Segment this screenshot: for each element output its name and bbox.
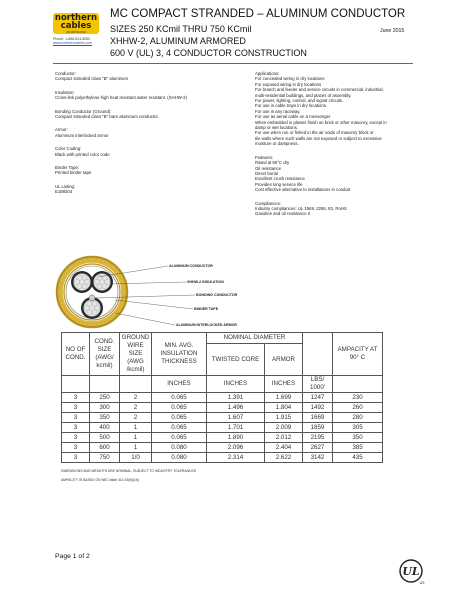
features-item: Oil resistance	[255, 165, 282, 171]
label-binder-tape: BINDER TAPE	[194, 307, 219, 311]
table-cell: 3	[62, 393, 90, 403]
compliances-item: Gasoline and oil resistance II	[255, 211, 311, 217]
table-cell: 3	[62, 423, 90, 433]
header-weight-blank	[303, 333, 333, 376]
note-dimensions: DIMENSIONS AND WEIGHTS ARE NOMINAL; SUBJECT TO INDUSTRY TOLERANCES	[61, 469, 197, 473]
subtitle-sizes: SIZES 250 KCmil THRU 750 KCmil	[110, 24, 252, 34]
insulation-value: Cross-link polyethylene high heat resistant water resistant. (XHHW-2)	[55, 95, 187, 101]
table-cell: 1.890	[207, 433, 265, 443]
table-body	[62, 393, 383, 463]
phone: Phone: 1-866-524-5050	[53, 37, 90, 41]
subtitle-armor: XHHW-2, ALUMINUM ARMORED	[110, 36, 246, 46]
table-cell: 600	[90, 443, 120, 453]
color-coding-label: Color Coding:	[55, 146, 82, 152]
binder-tape-value: Printed binder tape	[55, 170, 92, 176]
table-cell: 1.804	[265, 403, 303, 413]
logo-line1: northern	[54, 13, 98, 23]
table-cell: 2.009	[265, 423, 303, 433]
table-row	[62, 423, 383, 433]
table-cell: 2195	[303, 433, 333, 443]
page-number: Page 1 of 2	[55, 553, 90, 560]
applications-item: For power, lighting, control, and signal circuits.	[255, 98, 344, 104]
features-label: Features:	[255, 154, 274, 160]
table-cell: 0.065	[152, 413, 207, 423]
ul-listing-label: UL Listing:	[55, 183, 76, 189]
table-cell: 1	[120, 433, 152, 443]
table-cell: 2.096	[207, 443, 265, 453]
units-blank-3	[120, 376, 152, 393]
applications-item: For use in any raceway.	[255, 108, 301, 114]
table-cell: 1/0	[120, 453, 152, 463]
label-bonding-conductor: BONDING CONDUCTOR	[196, 293, 238, 297]
units-blank-4	[333, 376, 383, 393]
table-cell: 500	[90, 433, 120, 443]
ul-mark-sub: US	[419, 581, 425, 585]
applications-item: tile walls where such walls are not exposed or subject to excessive	[255, 135, 382, 141]
features-item: Excellent crush resistance	[255, 176, 305, 182]
armor-value: Aluminum interlocked armor	[55, 132, 109, 138]
applications-item: moisture or dampness.	[255, 141, 299, 147]
table-cell: 0.080	[152, 453, 207, 463]
header-no-of-cond: NO OF COND.	[62, 333, 90, 376]
table-cell: 3	[62, 443, 90, 453]
header-cond-size: COND. SIZE (AWG/ kcmil)	[90, 333, 120, 376]
applications-item: damp or wet locations.	[255, 125, 298, 131]
table-cell: 350	[333, 433, 383, 443]
website-link[interactable]: www.northerncables.com	[53, 41, 93, 46]
applications-label: Applications:	[255, 71, 280, 76]
table-cell: 1.607	[207, 413, 265, 423]
table-cell: 280	[333, 413, 383, 423]
conductor-core	[94, 274, 111, 291]
table-cell: 0.065	[152, 423, 207, 433]
table-cell: 3	[62, 403, 90, 413]
table-cell: 260	[333, 403, 383, 413]
applications-item: For branch and feeder and service circuits in commercial, industrial,	[255, 87, 384, 93]
compliances-label: Compliances:	[255, 200, 282, 206]
table-cell: 2	[120, 393, 152, 403]
table-cell: 2.012	[265, 433, 303, 443]
header-twisted-core: TWISTED CORE	[207, 344, 265, 376]
table-cell: 350	[90, 413, 120, 423]
bonding-value: Compact stranded class "B" bare aluminum conductor.	[55, 114, 159, 120]
applications-item: For use in cable trays in dry locations.	[255, 103, 328, 109]
table-cell: 2	[120, 413, 152, 423]
table-cell: 3	[62, 433, 90, 443]
table-cell: 1	[120, 423, 152, 433]
compliances-item: Industry compliances: UL 1569, 2256, 83, RoHS	[255, 205, 347, 211]
table-cell: 1669	[303, 413, 333, 423]
header-min-avg-insulation: MIN. AVG. INSULATION THICKNESS	[152, 333, 207, 376]
features-item: Direct burial	[255, 170, 278, 176]
table-row	[62, 403, 383, 413]
table-cell: 1.915	[265, 413, 303, 423]
compliances-list	[255, 206, 387, 217]
document-date: June 2015	[380, 28, 405, 34]
applications-item: For use as aerial cable on a messenger	[255, 114, 331, 120]
table-cell: 1247	[303, 393, 333, 403]
table-cell: 2.622	[265, 453, 303, 463]
table-cell: 0.065	[152, 393, 207, 403]
features-item: Provides long service life	[255, 181, 303, 187]
ul-mark-text: UL	[402, 565, 420, 578]
table-cell: 750	[90, 453, 120, 463]
color-coding-value: Black with printed color code	[55, 151, 110, 157]
ul-listing-value: E189204	[55, 189, 73, 195]
table-cell: 1	[120, 443, 152, 453]
table-cell: 305	[333, 423, 383, 433]
units-weight: LBS/ 1000'	[303, 376, 333, 393]
conductor-core	[84, 300, 101, 317]
binder-tape-label: Binder Tape:	[55, 165, 80, 171]
table-cell: 0.065	[152, 433, 207, 443]
table-cell: 300	[90, 403, 120, 413]
table-cell: 3142	[303, 453, 333, 463]
label-xhhw2-insulation: XHHW-2 INSULATION	[187, 280, 224, 284]
contact-info	[53, 37, 92, 45]
conductor-core	[74, 274, 91, 291]
note-ampacity: AMPACITY IS BASED ON NEC table 310.15(B)(16)	[61, 478, 139, 482]
table-cell: 250	[90, 393, 120, 403]
armor-label: Armor:	[55, 127, 68, 133]
cable-cross-section-diagram	[55, 255, 245, 330]
table-cell: 0.065	[152, 403, 207, 413]
specs-right	[255, 71, 387, 217]
table-cell: 1.496	[207, 403, 265, 413]
table-cell: 2.404	[265, 443, 303, 453]
table-cell: 2	[120, 403, 152, 413]
logo-line2: cables	[60, 21, 92, 31]
units-blank-2	[90, 376, 120, 393]
table-cell: 435	[333, 453, 383, 463]
header-divider	[53, 63, 413, 64]
units-inches-core: INCHES	[207, 376, 265, 393]
cable-specs-table	[61, 332, 383, 463]
header-nominal-diameter: NOMINAL DIAMETER	[207, 333, 303, 344]
table-row	[62, 453, 383, 463]
header-ground-wire-size: GROUND WIRE SIZE (AWG /kcmil)	[120, 333, 152, 376]
label-interlocked-armor: ALUMINUM INTERLOCKED ARMOR	[176, 323, 237, 327]
company-logo	[53, 13, 99, 34]
table-cell: 3	[62, 413, 90, 423]
applications-item: When embedded in plaster finish on brick or other masonry, except in	[255, 119, 387, 125]
applications-item: For exposed wiring in dry locations	[255, 81, 322, 87]
table-cell: 1.701	[207, 423, 265, 433]
specs-left	[55, 71, 187, 195]
features-item: Rated at 90°C dry	[255, 160, 290, 166]
table-row	[62, 413, 383, 423]
page-title: MC COMPACT STRANDED – ALUMINUM CONDUCTOR	[110, 8, 406, 20]
table-cell: 1.699	[265, 393, 303, 403]
table-row	[62, 433, 383, 443]
table-cell: 400	[90, 423, 120, 433]
insulation-label: Insulation:	[55, 89, 75, 95]
applications-item: For use when run or fished in the air voids of masonry block or	[255, 130, 374, 136]
table-cell: 230	[333, 393, 383, 403]
logo-tagline: INCORPORATED	[66, 31, 86, 34]
label-aluminum-conductor: ALUMINUM CONDUCTOR	[169, 264, 213, 268]
table-cell: 1.391	[207, 393, 265, 403]
header-ampacity: AMPACITY AT 90° C	[333, 333, 383, 376]
table-cell: 1492	[303, 403, 333, 413]
units-inches-insulation: INCHES	[152, 376, 207, 393]
table-cell: 0.080	[152, 443, 207, 453]
applications-item: multi-residential buildings, and places of assembly.	[255, 92, 352, 98]
units-inches-armor: INCHES	[265, 376, 303, 393]
bonding-conductor	[89, 295, 95, 301]
applications-list	[255, 76, 387, 146]
table-cell: 3	[62, 453, 90, 463]
table-cell: 2627	[303, 443, 333, 453]
header-armor: ARMOR	[265, 344, 303, 376]
subtitle-construction: 600 V (UL) 3, 4 CONDUCTOR CONSTRUCTION	[110, 48, 307, 58]
conductor-label: Conductor:	[55, 71, 77, 76]
table-row	[62, 393, 383, 403]
bonding-label: Bonding Conductor (Ground):	[55, 108, 112, 114]
conductor-value: Compact stranded class "B" aluminum	[55, 76, 129, 82]
applications-item: For concealed wiring in dry locations	[255, 76, 325, 82]
features-list	[255, 160, 387, 192]
table-row	[62, 443, 383, 453]
units-blank-1	[62, 376, 90, 393]
table-cell: 2.314	[207, 453, 265, 463]
table-cell: 385	[333, 443, 383, 453]
table-cell: 1859	[303, 423, 333, 433]
ul-listing-mark-icon	[397, 557, 425, 585]
features-item: Cost effective alternative to installations in conduit	[255, 187, 350, 193]
